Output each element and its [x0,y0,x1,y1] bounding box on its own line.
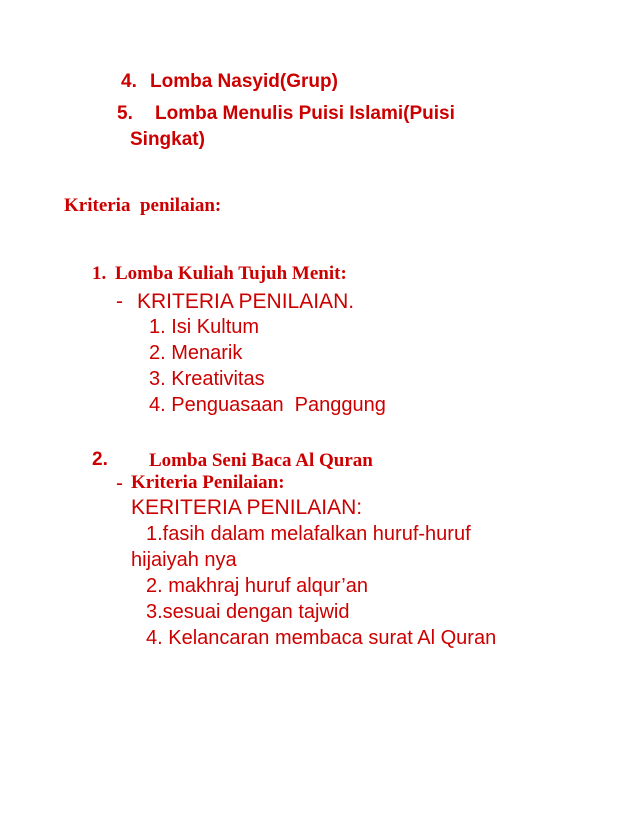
section-1-number: 1. [92,263,107,284]
section-2-subheading-2: KERITERIA PENILAIAN: [131,496,363,519]
section-2-dash: - [116,472,123,495]
section-1-title: Lomba Kuliah Tujuh Menit: [115,263,347,284]
section-2-title: Lomba Seni Baca Al Quran [149,450,373,471]
section-2-item: 3.sesuai dengan tajwid [146,601,350,623]
list-item-4-number: 4. [121,71,137,92]
section-1-item: 4. Penguasaan Panggung [149,394,386,416]
list-item-4-text: Lomba Nasyid(Grup) [150,71,338,92]
section-2-item: 2. makhraj huruf alqur’an [146,575,368,597]
section-1-item: 2. Menarik [149,342,243,364]
section-2-item-continuation: hijaiyah nya [131,549,237,571]
section-1-item: 1. Isi Kultum [149,316,260,338]
list-item-5-continuation: Singkat) [130,129,205,150]
section-2-item: 4. Kelancaran membaca surat Al Quran [146,627,497,649]
section-2-subheading: Kriteria Penilaian: [131,472,285,493]
section-1-subheading: KRITERIA PENILAIAN. [137,290,355,313]
section-1-item: 3. Kreativitas [149,368,265,390]
list-item-5-number: 5. [117,103,133,124]
section-2-item: 1.fasih dalam melafalkan huruf-huruf [146,523,471,545]
list-item-5-text: Lomba Menulis Puisi Islami(Puisi [155,103,455,124]
section-1-dash: - [116,290,123,313]
section-2-number: 2. [92,449,108,470]
kriteria-heading: Kriteria penilaian: [64,195,222,216]
